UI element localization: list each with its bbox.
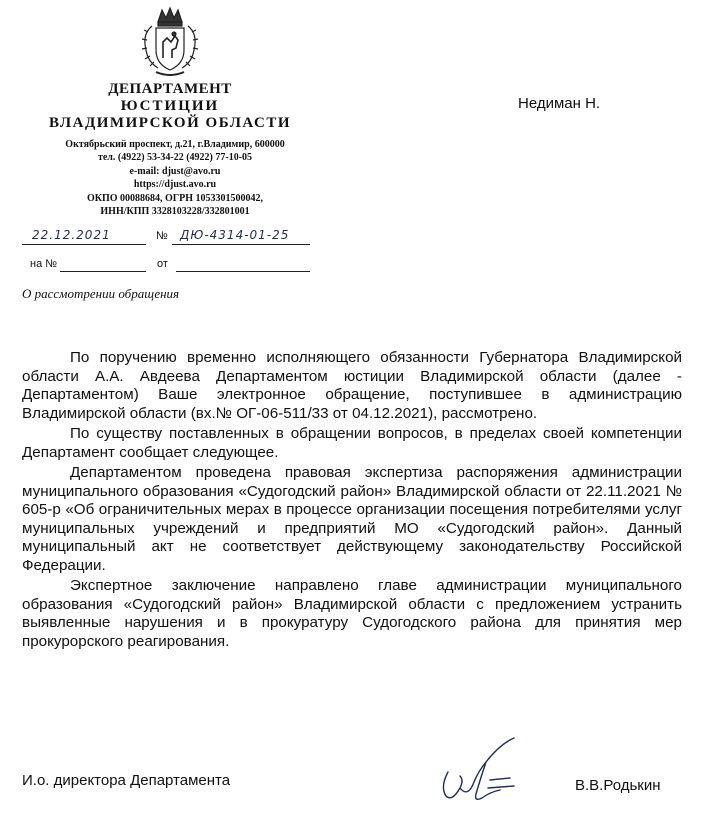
letter-subject: О рассмотрении обращения bbox=[22, 286, 180, 301]
registration-date: 22.12.2021 bbox=[32, 228, 111, 242]
body-paragraph: По поручению временно исполняющего обязанности Губернатора Владимирской области А.А. Авдеева Департаментом юстиции Владимирской области (далее - Департаментом) Ваше электронное обращение, поступившее в администрацию Владимирской области (вх.№ ОГ-06-511/33 от 04.12.2021), рассмотрено. bbox=[22, 349, 682, 422]
body-paragraph: Департаментом проведена правовая экспертиза распоряжения администрации муниципального образования «Судогодский район» Владимирской области от 22.11.2021 № 605-р «Об ограничительных мерах в процессе организации посещения потребителями услуг муниципальных учреждений и предприятий МО «Судогодский район». Данный муниципальный акт не соответствует действующему законодательству Российской Федерации. bbox=[22, 464, 682, 574]
registration-number: ДЮ-4314-01-25 bbox=[180, 228, 290, 242]
department-name-line1: ДЕПАРТАМЕНТ bbox=[108, 81, 232, 97]
date-underline bbox=[22, 244, 146, 245]
ref-number-label: на № bbox=[30, 258, 58, 270]
department-name-line3: ВЛАДИМИРСКОЙ ОБЛАСТИ bbox=[49, 115, 291, 131]
department-okpo: ОКПО 00088684, ОГРН 1053301500042, bbox=[86, 193, 264, 204]
letter-body bbox=[22, 349, 682, 653]
department-name-line2: ЮСТИЦИИ bbox=[120, 98, 220, 114]
signatory-name: В.В.Родькин bbox=[575, 777, 661, 794]
department-email: e-mail: djust@avo.ru bbox=[129, 166, 221, 177]
department-address: Октябрьский проспект, д.21, г.Владимир, 600000 bbox=[65, 139, 285, 150]
signatory-position: И.о. директора Департамента bbox=[22, 772, 231, 789]
department-phones: тел. (4922) 53-34-22 (4922) 77-10-05 bbox=[97, 152, 253, 163]
body-paragraph: По существу поставленных в обращении вопросов, в пределах своей компетенции Департамент сообщает следующее. bbox=[22, 425, 682, 461]
ref-from-label: от bbox=[157, 258, 168, 270]
department-website: https://djust.avo.ru bbox=[133, 179, 217, 190]
handwritten-signature-icon bbox=[430, 732, 540, 812]
coat-of-arms-icon bbox=[136, 4, 204, 78]
body-paragraph: Экспертное заключение направлено главе администрации муниципального образования «Судогодский район» Владимирской области с предложением устранить выявленные нарушения и в прокуратуру Судогодского района для принятия мер прокурорского реагирования. bbox=[22, 577, 682, 650]
number-underline bbox=[172, 244, 310, 245]
number-label: № bbox=[156, 230, 168, 242]
ref-number-underline bbox=[60, 271, 146, 272]
ref-from-underline bbox=[176, 271, 310, 272]
department-inn: ИНН/КПП 3328103228/332801001 bbox=[100, 206, 250, 217]
recipient-name: Недиман Н. bbox=[518, 95, 601, 112]
